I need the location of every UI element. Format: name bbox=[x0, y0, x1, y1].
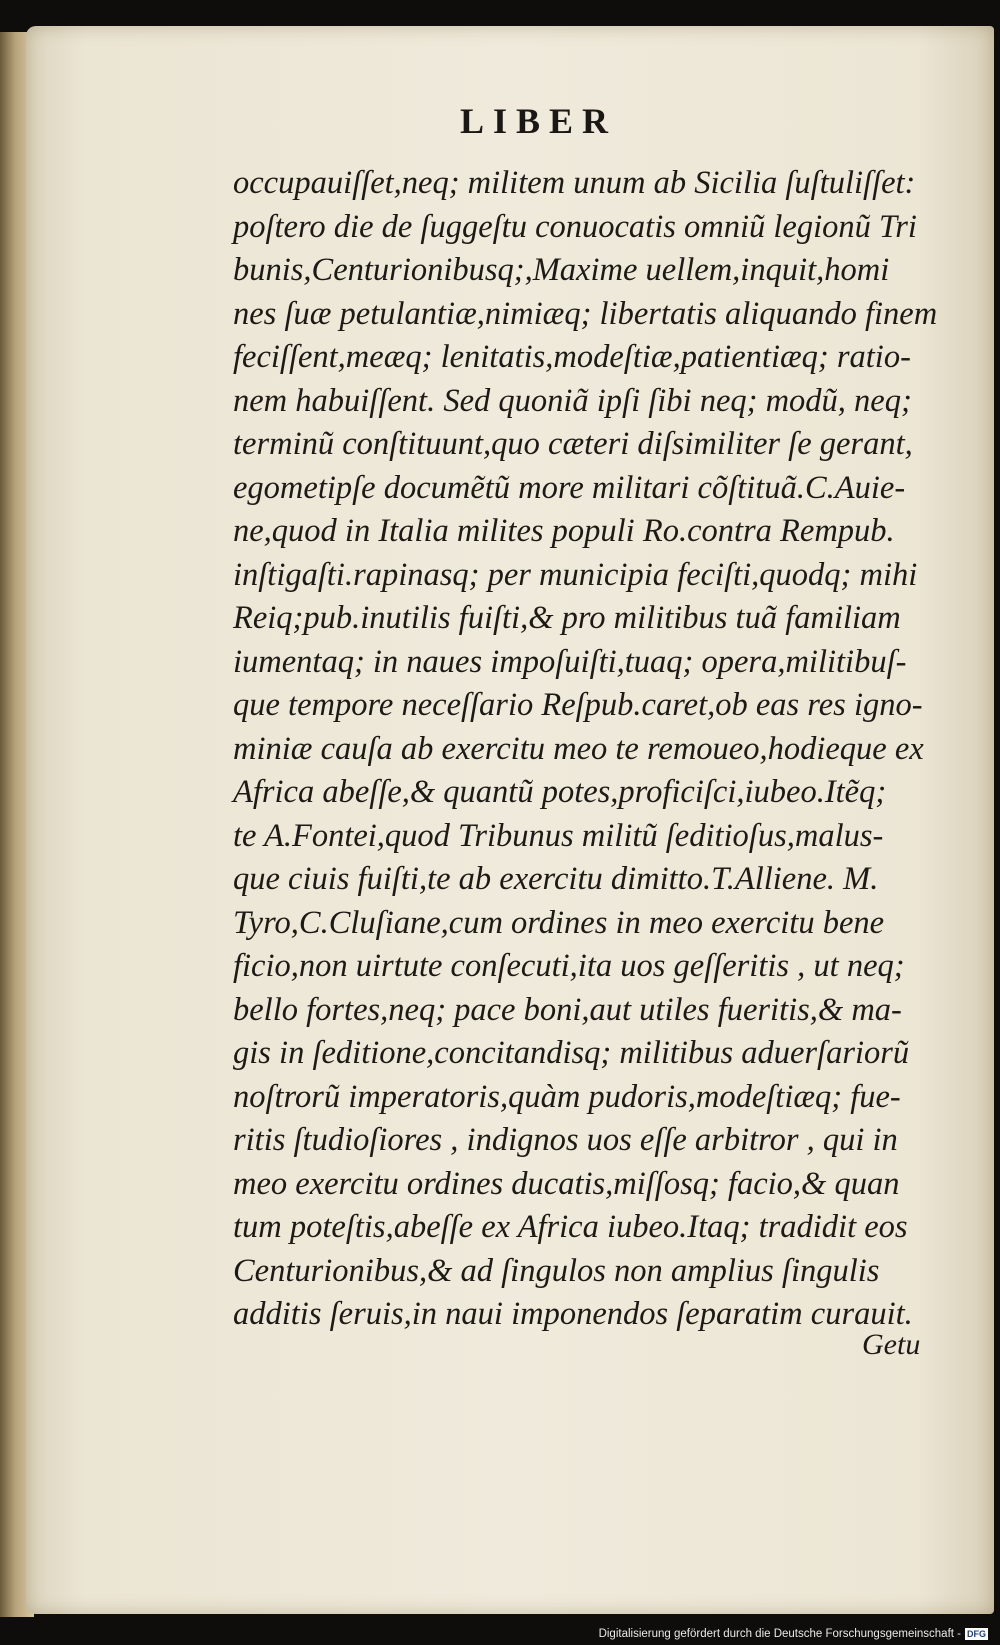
text-line: feciſſent,meæq; lenitatis,modeſtiæ,patientiæq; ratio- bbox=[233, 339, 911, 375]
text-line: tum poteſtis,abeſſe ex Africa iubeo.Itaq; tradidit eos bbox=[233, 1209, 908, 1245]
text-line: ne,quod in Italia milites populi Ro.contra Rempub. bbox=[233, 513, 895, 549]
text-line: poſtero die de ſuggeſtu conuocatis omniũ legionũ Tri bbox=[233, 208, 917, 245]
text-line: inſtigaſti.rapinasq; per municipia feciſti,quodq; mihi bbox=[233, 556, 918, 593]
text-line: Africa abeſſe,& quantũ potes,proficiſci,iubeo.Itẽq; bbox=[233, 774, 887, 810]
dfg-logo: DFG bbox=[967, 1629, 986, 1639]
text-line: te A.Fontei,quod Tribunus militũ ſeditioſus,malus- bbox=[233, 817, 884, 854]
catchword: Getu bbox=[862, 1328, 921, 1361]
body-text bbox=[233, 162, 938, 1337]
text-line: nem habuiſſent. Sed quoniã ipſi ſibi neq; modũ, neq; bbox=[233, 382, 912, 419]
text-line: que tempore neceſſario Reſpub.caret,ob eas res igno- bbox=[233, 687, 923, 723]
text-line: Centurionibus,& ad ſingulos non amplius ſingulis bbox=[233, 1252, 880, 1289]
text-line: noſtrorũ imperatoris,quàm pudoris,modeſtiæq; fue- bbox=[233, 1078, 901, 1115]
text-line: gis in ſeditione,concitandisq; militibus aduerſariorũ bbox=[233, 1035, 910, 1071]
text-line: occupauiſſet,neq; militem unum ab Sicilia ſuſtuliſſet: bbox=[233, 165, 916, 201]
text-line: meo exercitu ordines ducatis,miſſosq; facio,& quan bbox=[233, 1165, 900, 1202]
text-line: egometipſe documẽtũ more militari cõſtituã.C.Auie- bbox=[233, 469, 906, 506]
text-line: que ciuis fuiſti,te ab exercitu dimitto.T.Alliene. M. bbox=[233, 861, 879, 897]
text-line: ficio,non uirtute conſecuti,ita uos geſſeritis , ut neq; bbox=[233, 948, 905, 984]
credit-text: Digitalisierung gefördert durch die Deutsche Forschungsgemeinschaft - bbox=[598, 1628, 961, 1640]
text-line: terminũ conſtituunt,quo cæteri diſsimiliter ſe gerant, bbox=[233, 426, 913, 462]
text-line: Reiq;pub.inutilis fuiſti,& pro militibus tuã familiam bbox=[233, 600, 901, 636]
digitization-credit bbox=[599, 1628, 988, 1640]
text-line: ritis ſtudioſiores , indignos uos eſſe arbitror , qui in bbox=[233, 1122, 898, 1158]
text-line: Tyro,C.Cluſiane,cum ordines in meo exercitu bene bbox=[233, 904, 885, 941]
text-line: miniæ cauſa ab exercitu meo te remoueo,hodieque ex bbox=[233, 730, 924, 767]
text-line: iumentaq; in naues impoſuiſti,tuaq; opera,militibuſ- bbox=[233, 643, 907, 680]
text-line: additis ſeruis,in naui imponendos ſeparatim curauit. bbox=[233, 1296, 913, 1332]
running-title: LIBER bbox=[460, 101, 618, 141]
text-line: nes ſuæ petulantiæ,nimiæq; libertatis aliquando finem bbox=[233, 295, 938, 332]
text-line: bunis,Centurionibusq;,Maxime uellem,inquit,homi bbox=[233, 252, 890, 288]
text-line: bello fortes,neq; pace boni,aut utiles fueritis,& ma- bbox=[233, 991, 902, 1028]
